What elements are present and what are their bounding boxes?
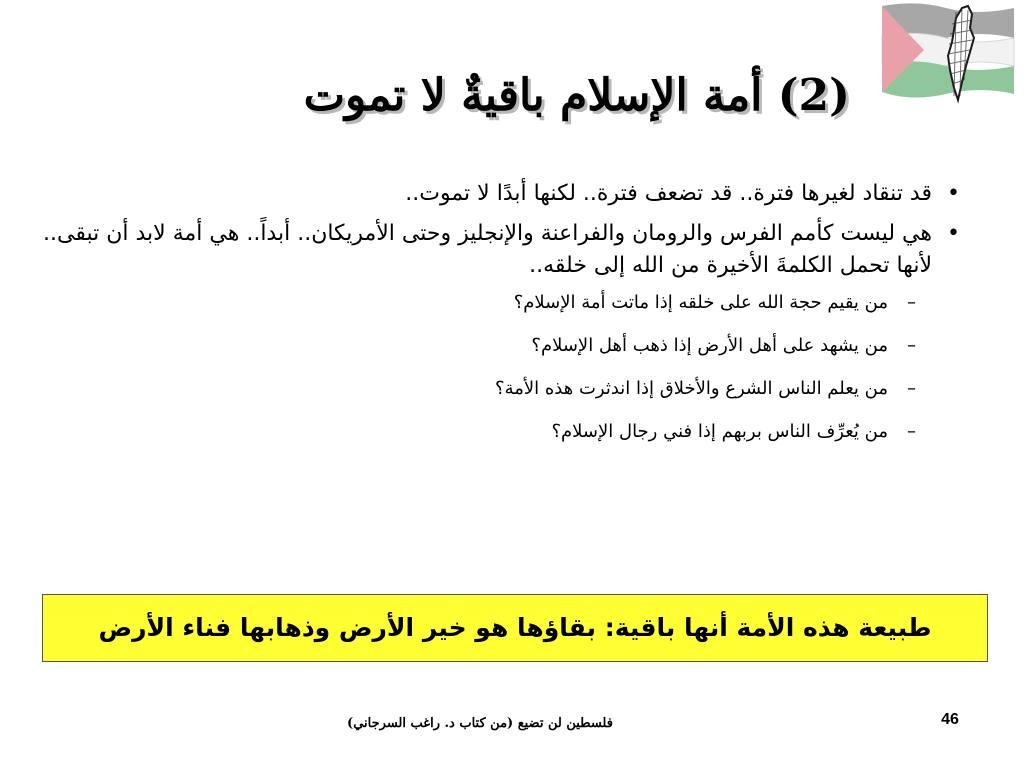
bullet-text: قد تنقاد لغيرها فترة.. قد تضعف فترة.. لكنها أبدًا لا تموت.. [405,181,932,206]
sub-bullet-mark: – [907,378,916,399]
sub-bullet-mark: – [907,292,916,313]
bullet-item [40,218,960,282]
slide-title: (2) أمة الإسلام باقيةٌ لا تموت [303,70,850,121]
sub-bullet-mark: – [907,335,916,356]
slide-content [40,178,960,462]
highlight-box: طبيعة هذه الأمة أنها باقية: بقاؤها هو خير الأرض وذهابها فناء الأرض [42,594,988,662]
bullet-item [40,178,960,210]
sub-bullet-mark: – [907,421,916,442]
bullet-text: هي ليست كأمم الفرس والرومان والفراعنة والإنجليز وحتى الأمريكان.. أبداً.. هي أمة لابد أن تبقى.. لأنها تحمل الكلمةَ الأخيرة من الله إلى خلقه.. [43,221,932,278]
sub-bullet-item [40,419,960,445]
footer-source: فلسطين لن تضيع (من كتاب د. راغب السرجاني) [347,716,613,731]
sub-bullet-text: من يُعرِّف الناس بربهم إذا فني رجال الإسلام؟ [551,421,888,442]
sub-bullet-text: من يشهد على أهل الأرض إذا ذهب أهل الإسلام؟ [531,335,888,356]
sub-bullet-item [40,290,960,316]
sub-bullet-item [40,376,960,402]
sub-bullet-text: من يقيم حجة الله على خلقه إذا ماتت أمة الإسلام؟ [513,292,888,313]
sub-bullet-text: من يعلم الناس الشرع والأخلاق إذا اندثرت هذه الأمة؟ [495,378,888,399]
bullet-mark: • [947,181,960,206]
page-number: 46 [941,711,959,728]
bullet-mark: • [947,221,960,246]
palestine-flag-map-icon [876,0,1016,104]
sub-bullet-item [40,333,960,359]
